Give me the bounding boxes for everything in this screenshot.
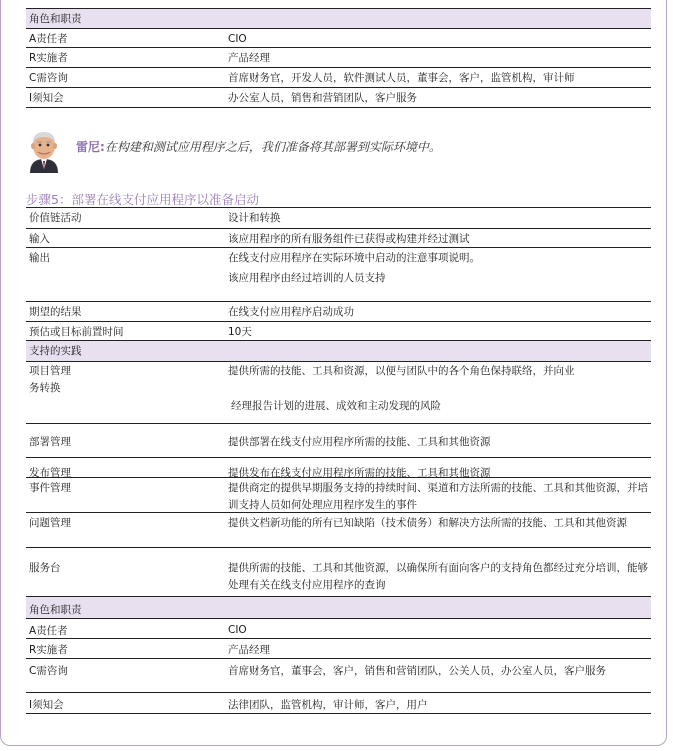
- roles-header: [26, 597, 651, 619]
- table-row: [26, 639, 651, 659]
- role-label: R实施者: [29, 644, 68, 656]
- role-value: 产品经理: [228, 644, 270, 656]
- quote-body: 在构建和测试应用程序之后，我们准备将其部署到实际环境中。: [104, 140, 441, 154]
- role-value: 法律团队，监管机构，审计师，客户，用户: [228, 699, 428, 711]
- step-title: 步骤5：部署在线支付应用程序以准备启动: [26, 192, 259, 207]
- table-row: [26, 248, 651, 302]
- step-table: [26, 207, 651, 714]
- servicedesk-value: 提供所需的技能、工具和其他资源，以确保所有面向客户的支持角色都经过充分培训，能够处理有关在线支付应用程序的查询: [228, 562, 648, 591]
- table-row: [26, 619, 651, 639]
- roles-header-label: 角色和职责: [29, 604, 82, 616]
- table-row: [26, 458, 651, 478]
- project-line-1: 提供所需的技能、工具和资源，以便与团队中的各个角色保持联络，并向业: [228, 365, 575, 377]
- value-chain-value: 设计和转换: [228, 212, 281, 224]
- duration-value: 10天: [228, 326, 252, 338]
- table-row: [26, 693, 651, 714]
- deployment-label: 部署管理: [29, 436, 71, 448]
- table-row: [26, 302, 651, 322]
- expected-label: 期望的结果: [29, 306, 82, 318]
- release-value: 提供发布在线支付应用程序所需的技能、工具和其他资源: [228, 467, 491, 479]
- duration-label: 预估或目标前置时间: [29, 326, 124, 338]
- role-label: I须知会: [29, 699, 64, 711]
- role-value: 首席财务官，董事会，客户，销售和营销团队，公关人员，办公室人员，客户服务: [228, 665, 606, 677]
- project-label: 项目管理 务转换: [29, 365, 71, 394]
- project-line-2: 经理报告计划的进展、成效和主动发现的风险: [231, 400, 441, 412]
- output-line-1: 在线支付应用程序在实际环境中启动的注意事项说明。: [228, 252, 480, 264]
- speaker-name: 雷尼:: [76, 140, 105, 154]
- role-value: 首席财务官，开发人员，软件测试人员，董事会，客户，监管机构，审计师: [228, 72, 575, 84]
- role-label: A责任者: [29, 625, 68, 637]
- role-value: 产品经理: [228, 52, 270, 64]
- speaker-quote: [26, 129, 651, 173]
- role-value: CIO: [228, 33, 247, 45]
- role-value: 办公室人员，销售和营销团队，客户服务: [228, 92, 417, 104]
- table-row: [26, 88, 651, 108]
- practices-header-label: 支持的实践: [29, 345, 82, 357]
- value-chain-label: 价值链活动: [29, 212, 82, 224]
- roles-header: [26, 8, 651, 29]
- servicedesk-label: 服务台: [29, 562, 61, 574]
- table-row: [26, 29, 651, 48]
- table-row: [26, 659, 651, 693]
- roles-header-label: 角色和职责: [29, 13, 82, 25]
- output-value: [228, 250, 648, 287]
- input-label: 输入: [29, 233, 50, 245]
- speaker-avatar-icon: [26, 129, 62, 173]
- deployment-value: 提供部署在线支付应用程序所需的技能、工具和其他资源: [228, 436, 491, 448]
- quote-text: [76, 138, 441, 155]
- incident-value: 提供商定的提供早期服务支持的持续时间、渠道和方法所需的技能、工具和其他资源，并培训支持人员如何处理应用程序发生的事件: [228, 482, 648, 511]
- problem-value: 提供文档新功能的所有已知缺陷（技术债务）和解决方法所需的技能、工具和其他资源: [228, 517, 627, 529]
- table-row: [26, 362, 651, 424]
- input-value: 该应用程序的所有服务组件已获得或构建并经过测试: [228, 233, 470, 245]
- project-value: [228, 363, 648, 415]
- table-row: [26, 548, 651, 597]
- table-row: [26, 207, 651, 229]
- release-label: 发布管理: [29, 467, 71, 479]
- practices-header: [26, 341, 651, 362]
- role-label: A责任者: [29, 33, 68, 45]
- output-line-2: 该应用程序由经过培训的人员支持: [228, 272, 386, 284]
- table-row: [26, 478, 651, 513]
- table-row: [26, 424, 651, 458]
- problem-label: 问题管理: [29, 517, 71, 529]
- roles-table-1: [26, 8, 651, 108]
- table-row: [26, 322, 651, 341]
- role-value: CIO: [228, 624, 247, 636]
- incident-label: 事件管理: [29, 482, 71, 494]
- expected-value: 在线支付应用程序启动成功: [228, 306, 354, 318]
- role-label: I须知会: [29, 92, 64, 104]
- table-row: [26, 48, 651, 68]
- role-label: C需咨询: [29, 72, 68, 84]
- table-row: [26, 513, 651, 548]
- table-row: [26, 68, 651, 88]
- output-label: 输出: [29, 252, 50, 264]
- table-row: [26, 229, 651, 248]
- role-label: C需咨询: [29, 665, 68, 677]
- role-label: R实施者: [29, 52, 68, 64]
